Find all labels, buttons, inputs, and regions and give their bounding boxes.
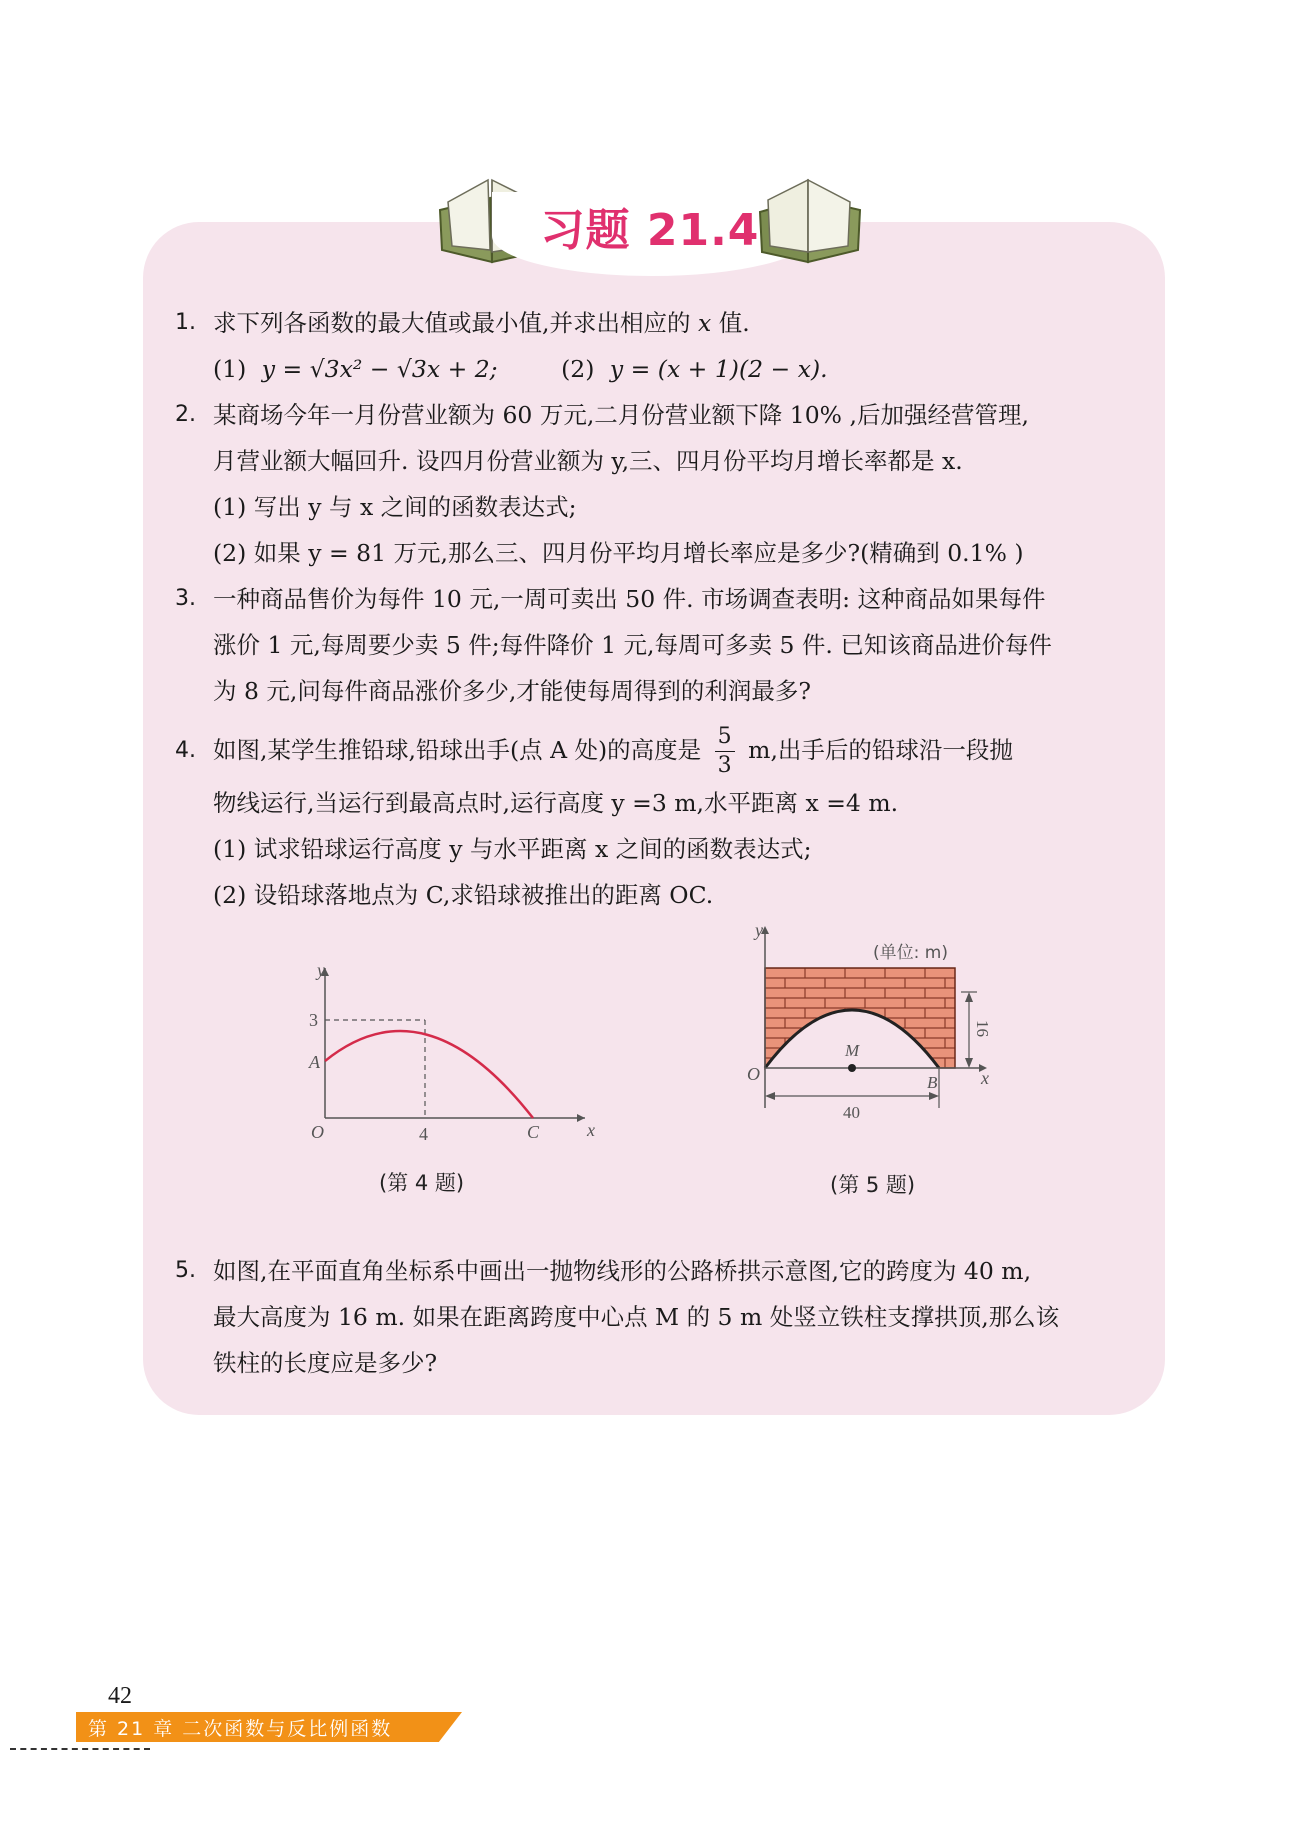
problem-5 [175,1248,1155,1386]
figure-5-bridge [725,918,1055,1148]
fraction: $\frac{5}{3}$ [715,723,735,780]
figure-4-caption: (第 4 题) [379,1171,465,1195]
problem-text: 物线运行,当运行到最高点时,运行高度 y =3 m,水平距离 x =4 m. [213,789,899,817]
figures-row [175,918,1155,1248]
problem-text: 如图,在平面直角坐标系中画出一抛物线形的公路桥拱示意图,它的跨度为 40 m, [213,1257,1032,1285]
point-b-label: B [927,1073,938,1092]
sub-question: (2) 如果 y = 81 万元,那么三、四月份平均月增长率应是多少?(精确到 0.1% ) [213,539,1024,567]
problem-text: 一种商品售价为每件 10 元,一周可卖出 50 件. 市场调查表明: 这种商品如果每件 [213,585,1046,613]
problem-2 [175,392,1155,576]
problem-text: 涨价 1 元,每周要少卖 5 件;每件降价 1 元,每周可多卖 5 件. 已知该商品进价每件 [213,631,1052,659]
problem-text: 最大高度为 16 m. 如果在距离跨度中心点 M 的 5 m 处竖立铁柱支撑拱顶,那么该 [213,1303,1060,1331]
problem-list [175,300,1155,1386]
problem-number: 1. [175,310,196,335]
figure-4-graph [275,958,595,1158]
problem-4 [175,714,1155,918]
problem-text: 月营业额大幅回升. 设四月份营业额为 y,三、四月份平均月增长率都是 x. [213,447,963,475]
problem-number: 3. [175,586,196,611]
x-axis-arrow [577,1114,585,1122]
point-m-label: M [845,1041,860,1060]
chapter-title: 第 21 章 二次函数与反比例函数 [88,1718,393,1740]
problem-text: 铁柱的长度应是多少? [213,1349,438,1377]
origin-label: O [311,1122,324,1142]
problem-1 [175,300,1155,392]
point-m [848,1064,856,1072]
span-arrow [929,1092,939,1100]
point-a-label: A [309,1052,320,1072]
problem-3 [175,576,1155,714]
tick-label-4: 4 [419,1124,428,1144]
span-label: 40 [843,1103,860,1122]
height-arrow [965,1058,973,1068]
x-axis-label: x [587,1120,595,1140]
origin-label: O [747,1064,760,1084]
y-axis-label: y [317,960,325,980]
span-arrow [765,1092,775,1100]
height-arrow [965,992,973,1002]
point-c-label: C [527,1122,540,1142]
problem-number: 2. [175,402,196,427]
sub-questions: (1) y = √3x² − √3x + 2; (2) y = (x + 1)(2 − x). [213,355,828,383]
exercise-header [430,150,870,280]
page-number: 42 [108,1683,132,1709]
unit-label: (单位: m) [873,943,948,963]
sub-question: (2) 设铅球落地点为 C,求铅球被推出的距离 OC. [213,881,714,909]
trajectory-curve [325,1031,533,1118]
y-axis-label: y [755,920,763,940]
sub-question: (1) 试求铅球运行高度 y 与水平距离 x 之间的函数表达式; [213,835,812,863]
problem-text: 如图,某学生推铅球,铅球出手(点 A 处)的高度是 $\frac{5}{3}$ m,出手后的铅球沿一段抛 [213,724,1013,778]
problem-number: 4. [175,738,196,763]
exercise-title: 习题 21.4 [540,205,760,256]
height-label: 16 [973,1020,992,1037]
problem-number: 5. [175,1258,196,1283]
problem-text: 某商场今年一月份营业额为 60 万元,二月份营业额下降 10% ,后加强经营管理, [213,401,1029,429]
problem-text: 求下列各函数的最大值或最小值,并求出相应的 x 值. [213,309,750,337]
sub-question: (1) 写出 y 与 x 之间的函数表达式; [213,493,577,521]
footer-divider [10,1748,150,1750]
tick-label-3: 3 [309,1010,318,1030]
x-axis-label: x [981,1068,989,1088]
open-book-icon [750,150,870,270]
figure-5-caption: (第 5 题) [830,1173,916,1197]
problem-text: 为 8 元,问每件商品涨价多少,才能使每周得到的利润最多? [213,677,811,705]
